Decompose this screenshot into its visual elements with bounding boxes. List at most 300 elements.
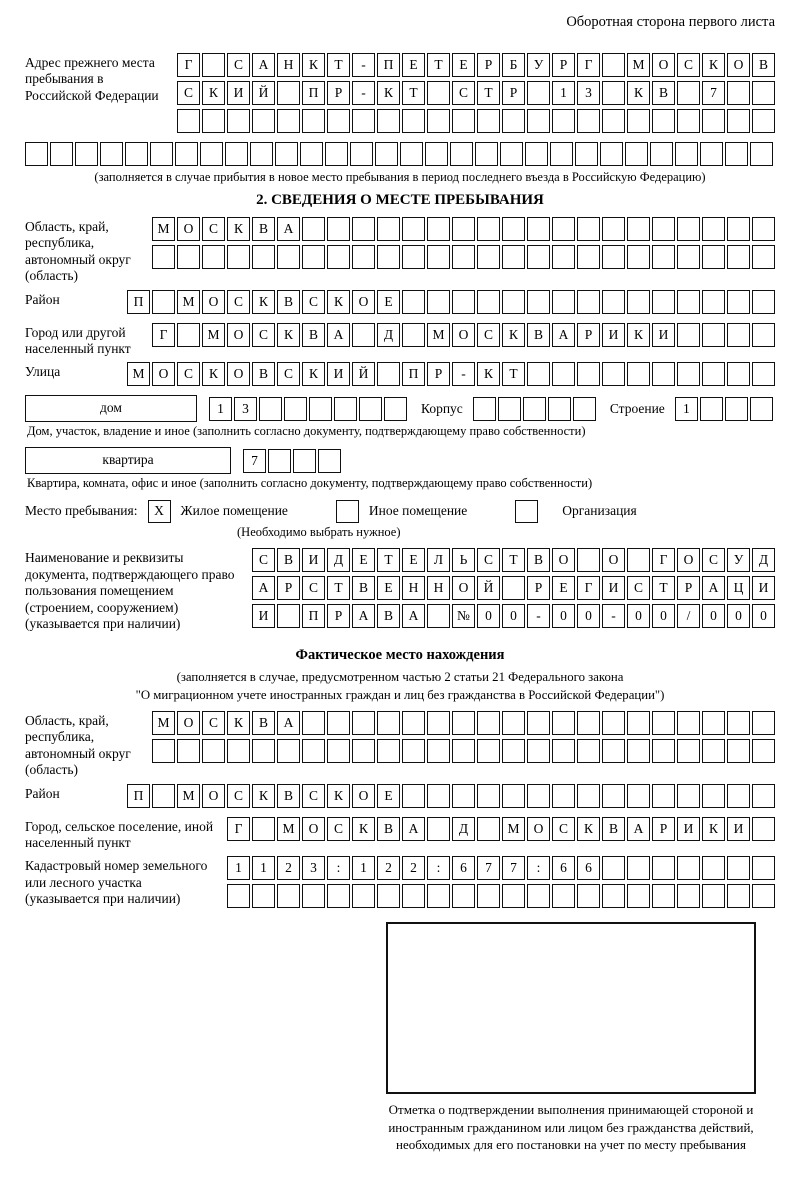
option-residential-label: Жилое помещение: [180, 503, 288, 519]
char-cell: Н: [277, 53, 300, 77]
char-cell: 1: [252, 856, 275, 880]
char-cell: [502, 576, 525, 600]
char-cell: К: [702, 53, 725, 77]
char-cell: [625, 142, 648, 166]
char-cell: [175, 142, 198, 166]
cadastral-label: Кадастровый номер земельного или лесного участка (указывается при наличии): [25, 858, 208, 907]
char-cell: [727, 323, 750, 347]
char-cell: [627, 362, 650, 386]
char-cell: [627, 245, 650, 269]
district-row[interactable]: [125, 290, 775, 314]
char-cell: Р: [502, 81, 525, 105]
char-cell: 0: [702, 604, 725, 628]
char-cell: [300, 142, 323, 166]
char-cell: 3: [302, 856, 325, 880]
char-cell: [352, 217, 375, 241]
char-cell: Т: [427, 53, 450, 77]
char-cell: У: [727, 548, 750, 572]
actual-district-row[interactable]: [125, 784, 775, 808]
char-cell: [452, 884, 475, 908]
char-cell: [352, 739, 375, 763]
char-cell: [327, 109, 350, 133]
char-cell: Б: [502, 53, 525, 77]
char-cell: [602, 245, 625, 269]
char-cell: С: [302, 576, 325, 600]
char-cell: [177, 245, 200, 269]
char-cell: [502, 711, 525, 735]
char-cell: М: [427, 323, 450, 347]
char-cell: Е: [402, 53, 425, 77]
char-cell: [523, 397, 546, 421]
char-cell: [325, 142, 348, 166]
char-cell: К: [627, 323, 650, 347]
char-cell: [527, 362, 550, 386]
char-cell: 1: [227, 856, 250, 880]
char-cell: [352, 109, 375, 133]
document-row-3[interactable]: [250, 604, 775, 628]
char-cell: [702, 711, 725, 735]
char-cell: [25, 142, 48, 166]
char-cell: [702, 245, 725, 269]
char-cell: [527, 217, 550, 241]
char-cell: [652, 217, 675, 241]
korpus-cells[interactable]: [471, 397, 596, 421]
char-cell: [677, 784, 700, 808]
cadastral-field: [25, 856, 775, 912]
actual-city-row[interactable]: [225, 817, 775, 841]
district-label: Район: [25, 291, 60, 307]
char-cell: [227, 245, 250, 269]
char-cell: Г: [227, 817, 250, 841]
char-cell: М: [177, 784, 200, 808]
char-cell: [677, 711, 700, 735]
char-cell: [377, 109, 400, 133]
checkbox-other-premises[interactable]: [336, 500, 359, 523]
document-row-2[interactable]: [250, 576, 775, 600]
apartment-caption: Квартира, комната, офис и иное (заполнить согласно документу, подтверждающему право собственности): [27, 476, 593, 491]
char-cell: [152, 739, 175, 763]
char-cell: Д: [452, 817, 475, 841]
char-cell: 1: [552, 81, 575, 105]
char-cell: [502, 739, 525, 763]
page-side-note: Оборотная сторона первого листа: [566, 14, 775, 30]
char-cell: М: [127, 362, 150, 386]
char-cell: И: [602, 323, 625, 347]
char-cell: [327, 711, 350, 735]
char-cell: К: [327, 784, 350, 808]
actual-region-row-2[interactable]: [150, 739, 775, 763]
char-cell: [652, 362, 675, 386]
actual-city-label: Город, сельское поселение, иной населенный пункт: [25, 818, 214, 850]
actual-region-row-1[interactable]: [150, 711, 775, 735]
char-cell: [577, 245, 600, 269]
char-cell: [402, 323, 425, 347]
char-cell: М: [202, 323, 225, 347]
region-row-1[interactable]: [150, 217, 775, 241]
char-cell: [359, 397, 382, 421]
char-cell: К: [702, 817, 725, 841]
option-other-premises-label: Иное помещение: [368, 503, 468, 519]
char-cell: [752, 817, 775, 841]
char-cell: С: [452, 81, 475, 105]
char-cell: [627, 548, 650, 572]
char-cell: [427, 711, 450, 735]
char-cell: [702, 362, 725, 386]
char-cell: [277, 884, 300, 908]
char-cell: :: [327, 856, 350, 880]
region-row-2[interactable]: [150, 245, 775, 269]
char-cell: И: [602, 576, 625, 600]
char-cell: 6: [452, 856, 475, 880]
char-cell: А: [402, 604, 425, 628]
char-cell: [259, 397, 282, 421]
char-cell: [502, 217, 525, 241]
char-cell: [577, 109, 600, 133]
char-cell: С: [277, 362, 300, 386]
char-cell: [350, 142, 373, 166]
char-cell: П: [402, 362, 425, 386]
char-cell: [752, 739, 775, 763]
stroenie-label: Строение: [609, 400, 665, 416]
char-cell: [452, 784, 475, 808]
char-cell: О: [452, 576, 475, 600]
char-cell: [502, 784, 525, 808]
char-cell: [177, 323, 200, 347]
char-cell: [752, 245, 775, 269]
char-cell: К: [202, 81, 225, 105]
city-field: [25, 323, 775, 358]
char-cell: 6: [552, 856, 575, 880]
stay-type-label: Место пребывания:: [25, 503, 138, 519]
apartment-number-cells[interactable]: [241, 449, 341, 473]
char-cell: [552, 109, 575, 133]
char-cell: [677, 217, 700, 241]
char-cell: [727, 739, 750, 763]
char-cell: [477, 245, 500, 269]
char-cell: О: [677, 548, 700, 572]
char-cell: Р: [277, 576, 300, 600]
char-cell: [309, 397, 332, 421]
char-cell: С: [227, 784, 250, 808]
char-cell: О: [552, 548, 575, 572]
char-cell: О: [352, 784, 375, 808]
char-cell: [577, 784, 600, 808]
char-cell: Ц: [727, 576, 750, 600]
char-cell: 7: [502, 856, 525, 880]
char-cell: [752, 856, 775, 880]
char-cell: [575, 142, 598, 166]
char-cell: [652, 245, 675, 269]
char-cell: С: [252, 548, 275, 572]
char-cell: 7: [477, 856, 500, 880]
previous-address-row-4[interactable]: [25, 142, 775, 166]
char-cell: Е: [377, 576, 400, 600]
char-cell: [602, 856, 625, 880]
char-cell: [552, 784, 575, 808]
section2-title: 2. СВЕДЕНИЯ О МЕСТЕ ПРЕБЫВАНИЯ: [256, 191, 544, 208]
char-cell: [50, 142, 73, 166]
char-cell: В: [527, 323, 550, 347]
char-cell: [577, 548, 600, 572]
char-cell: [402, 739, 425, 763]
char-cell: [225, 142, 248, 166]
char-cell: С: [227, 53, 250, 77]
char-cell: С: [202, 711, 225, 735]
char-cell: С: [302, 784, 325, 808]
char-cell: О: [652, 53, 675, 77]
char-cell: М: [152, 217, 175, 241]
char-cell: [573, 397, 596, 421]
char-cell: [752, 884, 775, 908]
char-cell: А: [327, 323, 350, 347]
street-row[interactable]: [125, 362, 775, 386]
char-cell: [702, 323, 725, 347]
char-cell: И: [652, 323, 675, 347]
char-cell: Й: [252, 81, 275, 105]
char-cell: Г: [577, 576, 600, 600]
char-cell: [427, 217, 450, 241]
char-cell: В: [377, 817, 400, 841]
char-cell: [600, 142, 623, 166]
char-cell: [552, 245, 575, 269]
char-cell: [250, 142, 273, 166]
apartment-field: [25, 447, 775, 474]
char-cell: [498, 397, 521, 421]
char-cell: О: [352, 290, 375, 314]
district-field: [25, 290, 775, 318]
char-cell: [725, 142, 748, 166]
char-cell: В: [652, 81, 675, 105]
char-cell: [577, 217, 600, 241]
char-cell: О: [452, 323, 475, 347]
char-cell: В: [277, 548, 300, 572]
char-cell: [727, 290, 750, 314]
char-cell: [702, 290, 725, 314]
char-cell: Й: [477, 576, 500, 600]
char-cell: И: [677, 817, 700, 841]
char-cell: [627, 884, 650, 908]
actual-city-field: [25, 817, 775, 852]
char-cell: [552, 739, 575, 763]
street-label: Улица: [25, 364, 61, 380]
actual-region-label: Область, край, республика, автономный округ (область): [25, 712, 131, 778]
char-cell: [327, 739, 350, 763]
char-cell: [277, 81, 300, 105]
char-cell: Г: [152, 323, 175, 347]
char-cell: [727, 884, 750, 908]
char-cell: [477, 109, 500, 133]
char-cell: [152, 290, 175, 314]
char-cell: [552, 711, 575, 735]
char-cell: А: [402, 817, 425, 841]
document-row-1[interactable]: [250, 548, 775, 572]
char-cell: Р: [577, 323, 600, 347]
char-cell: [752, 109, 775, 133]
actual-location-title: Фактическое место нахождения: [295, 646, 505, 663]
char-cell: [652, 711, 675, 735]
char-cell: [277, 245, 300, 269]
char-cell: [377, 739, 400, 763]
char-cell: М: [152, 711, 175, 735]
char-cell: 7: [702, 81, 725, 105]
char-cell: [702, 784, 725, 808]
char-cell: О: [727, 53, 750, 77]
cadastral-row-2[interactable]: [225, 884, 775, 908]
char-cell: 0: [752, 604, 775, 628]
char-cell: [502, 109, 525, 133]
char-cell: С: [177, 362, 200, 386]
char-cell: [677, 739, 700, 763]
char-cell: В: [277, 784, 300, 808]
char-cell: [750, 397, 773, 421]
char-cell: [702, 739, 725, 763]
char-cell: [627, 856, 650, 880]
char-cell: 0: [627, 604, 650, 628]
char-cell: Н: [427, 576, 450, 600]
char-cell: [152, 784, 175, 808]
char-cell: [677, 81, 700, 105]
char-cell: [477, 217, 500, 241]
char-cell: [227, 109, 250, 133]
char-cell: [502, 290, 525, 314]
checkbox-residential[interactable]: X: [148, 500, 171, 523]
char-cell: [302, 711, 325, 735]
char-cell: [752, 362, 775, 386]
char-cell: [477, 739, 500, 763]
char-cell: Д: [377, 323, 400, 347]
char-cell: Р: [652, 817, 675, 841]
char-cell: [327, 884, 350, 908]
actual-location-caption-1: (заполняется в случае, предусмотренном частью 2 статьи 21 Федерального закона: [176, 669, 624, 684]
char-cell: [268, 449, 291, 473]
char-cell: [152, 245, 175, 269]
char-cell: [177, 739, 200, 763]
confirmation-block: [367, 922, 775, 1152]
previous-address-row-1[interactable]: [175, 53, 775, 77]
char-cell: [452, 109, 475, 133]
char-cell: [327, 217, 350, 241]
char-cell: Р: [477, 53, 500, 77]
char-cell: У: [527, 53, 550, 77]
char-cell: В: [602, 817, 625, 841]
char-cell: [427, 739, 450, 763]
char-cell: [527, 739, 550, 763]
char-cell: [377, 884, 400, 908]
char-cell: 0: [477, 604, 500, 628]
checkbox-organization[interactable]: [515, 500, 538, 523]
char-cell: Р: [527, 576, 550, 600]
previous-address-row-2[interactable]: [175, 81, 775, 105]
char-cell: К: [302, 53, 325, 77]
char-cell: [302, 109, 325, 133]
char-cell: [548, 397, 571, 421]
char-cell: [475, 142, 498, 166]
char-cell: К: [252, 290, 275, 314]
char-cell: [727, 245, 750, 269]
char-cell: [677, 323, 700, 347]
confirmation-caption: Отметка о подтверждении выполнения принимающей стороной и иностранным гражданином или лицом без гражданства действий, необходимых для его постановки на учет по месту пребывания: [388, 1102, 754, 1152]
option-organization-label: Организация: [562, 503, 637, 519]
char-cell: Е: [552, 576, 575, 600]
previous-address-caption: (заполняется в случае прибытия в новое место пребывания в период последнего въезда в Российскую Федерацию): [94, 170, 706, 184]
char-cell: [752, 323, 775, 347]
stroenie-cells[interactable]: [673, 397, 773, 421]
char-cell: [452, 739, 475, 763]
house-number-cells[interactable]: [207, 397, 407, 421]
previous-address-row-3[interactable]: [175, 109, 775, 133]
char-cell: [677, 362, 700, 386]
char-cell: А: [552, 323, 575, 347]
char-cell: [702, 884, 725, 908]
char-cell: [427, 884, 450, 908]
char-cell: [452, 245, 475, 269]
char-cell: [652, 290, 675, 314]
char-cell: П: [302, 81, 325, 105]
char-cell: В: [527, 548, 550, 572]
char-cell: Т: [502, 548, 525, 572]
char-cell: [602, 53, 625, 77]
char-cell: П: [127, 290, 150, 314]
char-cell: С: [227, 290, 250, 314]
char-cell: 2: [377, 856, 400, 880]
char-cell: [100, 142, 123, 166]
char-cell: Р: [327, 604, 350, 628]
char-cell: [752, 81, 775, 105]
char-cell: 2: [402, 856, 425, 880]
char-cell: :: [427, 856, 450, 880]
char-cell: [402, 217, 425, 241]
char-cell: А: [252, 53, 275, 77]
char-cell: -: [452, 362, 475, 386]
char-cell: [427, 817, 450, 841]
char-cell: [202, 245, 225, 269]
char-cell: [527, 109, 550, 133]
char-cell: [702, 109, 725, 133]
char-cell: 3: [234, 397, 257, 421]
char-cell: К: [577, 817, 600, 841]
char-cell: В: [377, 604, 400, 628]
char-cell: [727, 217, 750, 241]
char-cell: [452, 290, 475, 314]
char-cell: С: [202, 217, 225, 241]
char-cell: Р: [677, 576, 700, 600]
char-cell: Т: [402, 81, 425, 105]
char-cell: И: [302, 548, 325, 572]
char-cell: М: [177, 290, 200, 314]
char-cell: [200, 142, 223, 166]
cadastral-row-1[interactable]: [225, 856, 775, 880]
char-cell: [275, 142, 298, 166]
confirmation-stamp-box: [386, 922, 756, 1094]
char-cell: [727, 81, 750, 105]
char-cell: [252, 817, 275, 841]
char-cell: [577, 362, 600, 386]
char-cell: Т: [652, 576, 675, 600]
char-cell: [752, 711, 775, 735]
char-cell: [377, 362, 400, 386]
char-cell: [202, 109, 225, 133]
city-row[interactable]: [150, 323, 775, 347]
char-cell: [452, 711, 475, 735]
char-cell: В: [252, 217, 275, 241]
char-cell: А: [702, 576, 725, 600]
char-cell: А: [252, 576, 275, 600]
city-label: Город или другой населенный пункт: [25, 324, 131, 356]
char-cell: [725, 397, 748, 421]
char-cell: [550, 142, 573, 166]
char-cell: [252, 245, 275, 269]
char-cell: [402, 711, 425, 735]
